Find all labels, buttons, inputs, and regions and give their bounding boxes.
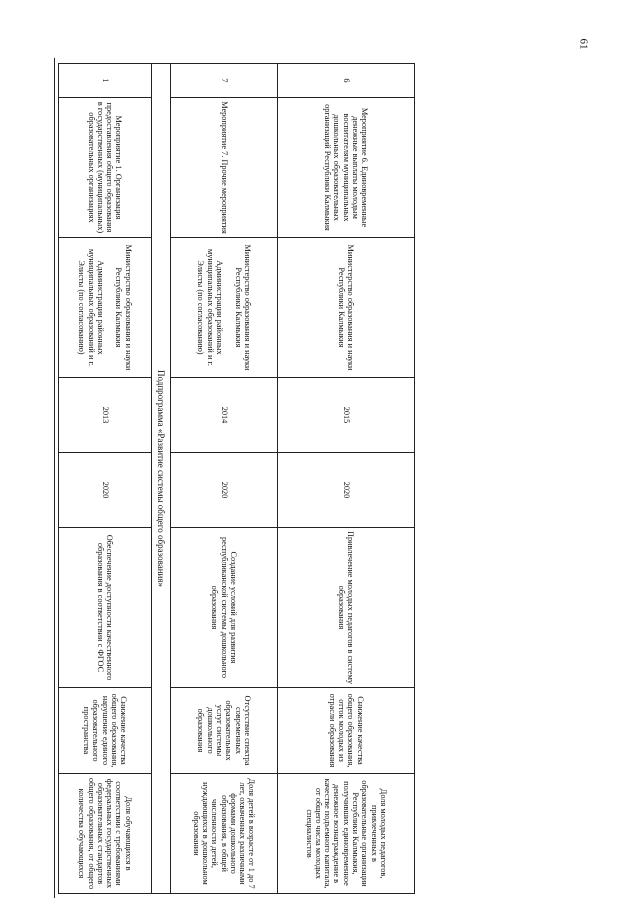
table-row: [59, 64, 152, 894]
indicator-cell: Доля детей в возрасте от 1 до 7 лет, охваченных различными формами дошкольного образования, в общей численности детей, нуждающихся в дошкольном образовании: [170, 774, 277, 894]
result-cell: Привлечение молодых педагогов в систему образования: [278, 528, 415, 688]
indicator-cell: Доля молодых педагогов, привлеченных в образовательные организации Республики Калмыкия, получивших единовременное денежное вознаграждение в качестве подъемного капитала, от общего числа молодых специалистов: [278, 774, 415, 894]
end-year-cell: 2020: [170, 453, 277, 528]
start-year-cell: 2015: [278, 378, 415, 453]
measure-cell: Мероприятие 6. Единовременные денежные выплаты молодым воспитателям муниципальных дошкольных образовательных организаций Республики Калмыкия: [278, 98, 415, 238]
page-left-border: [54, 58, 55, 898]
table-row: [170, 64, 277, 894]
executor-cell: Министерство образования и науки Республики Калмыкия Администрации районных муниципальных образований и г. Элисты (по согласованию): [59, 238, 152, 378]
indicator-cell: Доля обучающихся в соответствии с требованиями федеральных государственных образовательных стандартов общего образования, от общего количества обучающихся: [59, 774, 152, 894]
measure-cell: Мероприятие 7. Прочие мероприятия: [170, 98, 277, 238]
executor-cell: Министерство образования и науки Республики Калмыкия: [278, 238, 415, 378]
subprogram-title: Подпрограмма «Развитие системы общего образования»: [151, 64, 170, 894]
row-number: 7: [170, 64, 277, 98]
executor-cell: Министерство образования и науки Республики Калмыкия Администрации районных муниципальных образований и г. Элисты (по согласованию): [170, 238, 277, 378]
end-year-cell: 2020: [59, 453, 152, 528]
page-number: 61: [577, 38, 590, 50]
end-year-cell: 2020: [278, 453, 415, 528]
row-number: 1: [59, 64, 152, 98]
program-measures-table: [58, 63, 415, 894]
subprogram-row: [151, 64, 170, 894]
result-cell: Создание условий для развития республиканской системы дошкольного образования: [170, 528, 277, 688]
consequence-cell: Снижение качества общего образования, нарушение единого образовательного пространства: [59, 688, 152, 774]
row-number: 6: [278, 64, 415, 98]
rotated-table-container: [58, 63, 415, 893]
start-year-cell: 2014: [170, 378, 277, 453]
start-year-cell: 2013: [59, 378, 152, 453]
table-row: [278, 64, 415, 894]
consequence-cell: Снижение качества общего образования, отток молодых из отрасли образования: [278, 688, 415, 774]
consequence-cell: Отсутствие спектра современных образовательных услуг системы дошкольного образования: [170, 688, 277, 774]
measure-cell: Мероприятие 1. Организация предоставления общего образования в государственных (муниципальных) образовательных организациях: [59, 98, 152, 238]
result-cell: Обеспечение доступности качественного образования в соответствии с ФГОС: [59, 528, 152, 688]
